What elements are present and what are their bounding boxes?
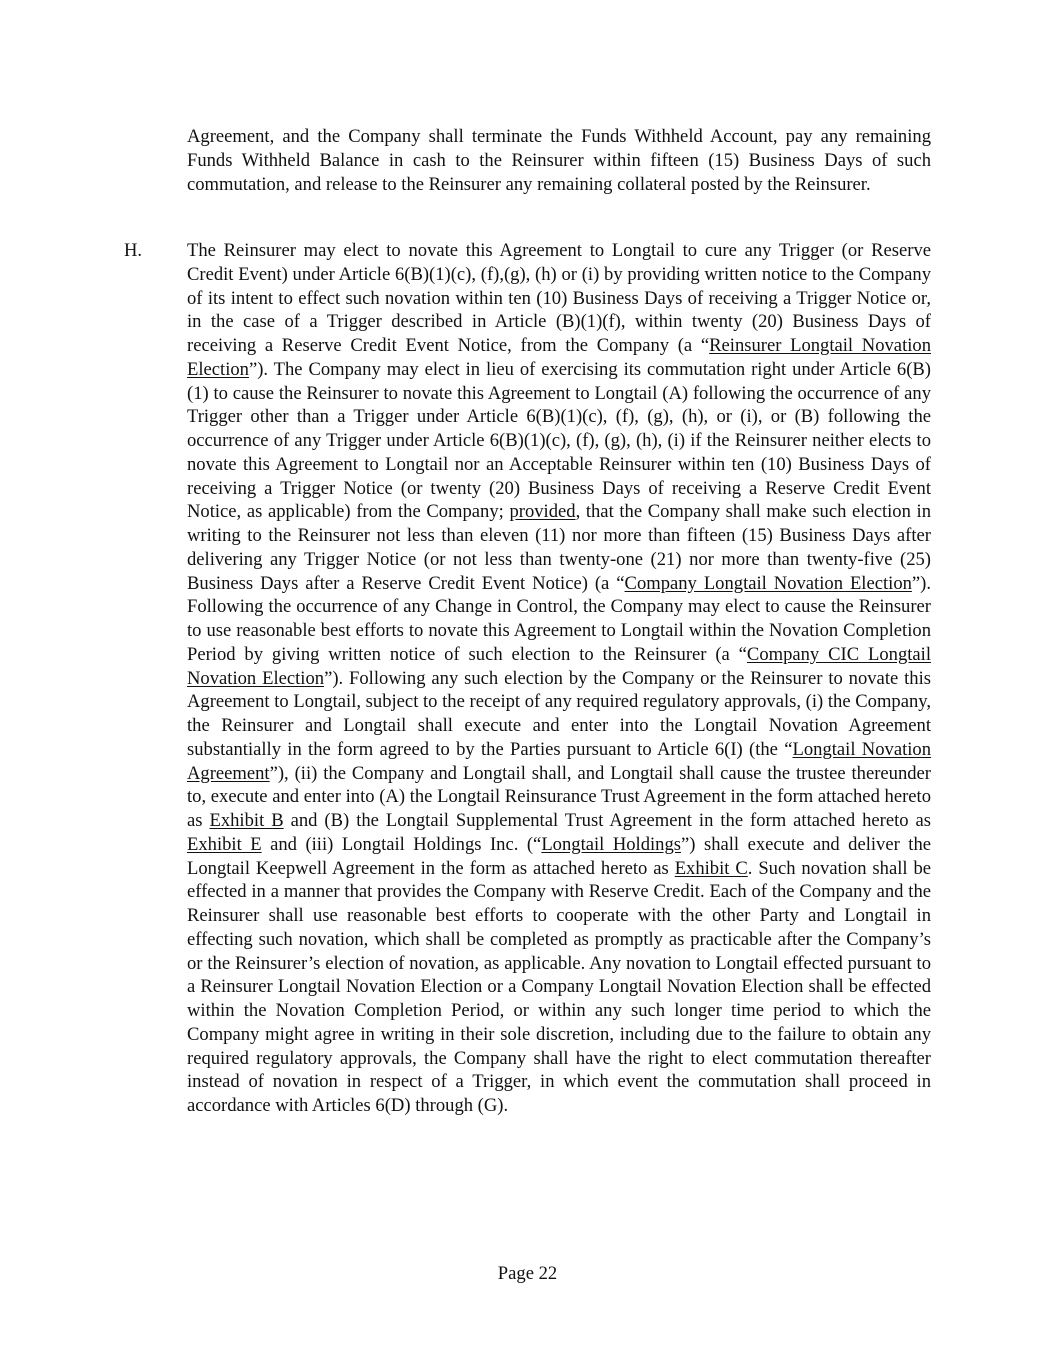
defined-term-company-cic-longtail-novation-election: Company CIC Longtail Novation Election [187,643,931,689]
section-h-text: and (iii) Longtail Holdings Inc. (“ [261,833,542,855]
section-h-text: ”) shall execute and deliver the Longtail Keepwell Agreement in the form as attached hereto as [187,833,932,879]
exhibit-b-reference: Exhibit B [209,810,284,831]
section-h-text: . Such novation shall be effected in a manner that provides the Company with Reserve Credit. Each of the Company and the Reinsurer shall use reasonable best efforts to cooperate with the other Party and Longtail in effecting such novation, which shall be completed as promptly as practicable after the Company’s or the Reinsurer’s election of novation, as applicable. Any novation to Longtail effected pursuant to a Reinsurer Longtail Novation Election or a Company Longtail Novation Election shall be effected within the Novation Completion Period, or within any such longer time period to which the Company might agree in writing in their sole discretion, including due to the failure to obtain any required regulatory approvals, the Company shall have the right to elect commutation thereafter instead of novation in respect of a Trigger, in which event the commutation shall proceed in accordance with Articles 6(D) through (G). [187,857,932,1116]
section-h-text: ”). Following any such election by the Company or the Reinsurer to novate this Agreement to Longtail, subject to the receipt of any required regulatory approvals, (i) the Company, the Reinsurer and Longtail shall execute and enter into the Longtail Novation Agreement substantially in the form agreed to by the Parties pursuant to Article 6(I) (the “ [187,667,931,760]
section-h-text: ”), (ii) the Company and Longtail shall, and Longtail shall cause the trustee thereunder to, execute and enter into (A) the Longtail Reinsurance Trust Agreement in the form attached hereto as [187,762,931,831]
defined-term-company-longtail-novation-election: Company Longtail Novation Election [624,572,912,594]
defined-term-longtail-novation-agreement: Longtail Novation Agreement [187,738,931,784]
defined-term-provided: provided [509,501,576,523]
section-h-text: and (B) the Longtail Supplemental Trust Agreement in the form attached hereto as [283,810,932,831]
section-h-text: , that the Company shall make such election in writing to the Reinsurer not less than eleven (11) nor more than fifteen (15) Business Days after delivering any Trigger Notice (or not less than twenty-one (21) nor more than twenty-five (25) Business Days after a Reserve Credit Event Notice) (a “ [187,501,931,594]
section-h-text: ”). The Company may elect in lieu of exercising its commutation right under Article 6(B)(1) to cause the Reinsurer to novate this Agreement to Longtail (A) following the occurrence of any Trigger other than a Trigger under Article 6(B)(1)(c), (f), (g), (h), or (i), or (B) following the occurrence of any Trigger under Article 6(B)(1)(c), (f), (g), (h), (i) if the Reinsurer neither elects to novate this Agreement to Longtail nor an Acceptable Reinsurer within ten (10) Business Days of receiving a Trigger Notice (or twenty (20) Business Days of receiving a Reserve Credit Event Notice, as applicable) from the Company; [187,358,931,523]
page-number: Page 22 [497,1263,558,1284]
exhibit-e-reference: Exhibit E [187,833,262,855]
continuation-paragraph: Agreement, and the Company shall terminate the Funds Withheld Account, pay any remaining Funds Withheld Balance in cash to the Reinsurer within fifteen (15) Business Days of such commutation, and release to the Reinsurer any remaining collateral posted by the Reinsurer. [187,126,931,195]
section-h-paragraph [187,239,931,1118]
section-h-marker: H. [124,240,143,261]
section-h-text: ”). Following the occurrence of any Change in Control, the Company may elect to cause the Reinsurer to use reasonable best efforts to novate this Agreement to Longtail within the Novation Completion Period by giving written notice of such election to the Reinsurer (a “ [187,572,932,665]
section-h-text: The Reinsurer may elect to novate this Agreement to Longtail to cure any Trigger (or Reserve Credit Event) under Article 6(B)(1)(c), (f),(g), (h) or (i) by providing written notice to the Company of its intent to effect such novation within ten (10) Business Days of receiving a Trigger Notice or, in the case of a Trigger described in Article (B)(1)(f), within twenty (20) Business Days of receiving a Reserve Credit Event Notice, from the Company (a “ [187,240,931,356]
defined-term-longtail-holdings: Longtail Holdings [541,833,682,855]
exhibit-c-reference: Exhibit C [674,857,748,879]
defined-term-reinsurer-longtail-novation-election: Reinsurer Longtail Novation Election [187,335,931,380]
